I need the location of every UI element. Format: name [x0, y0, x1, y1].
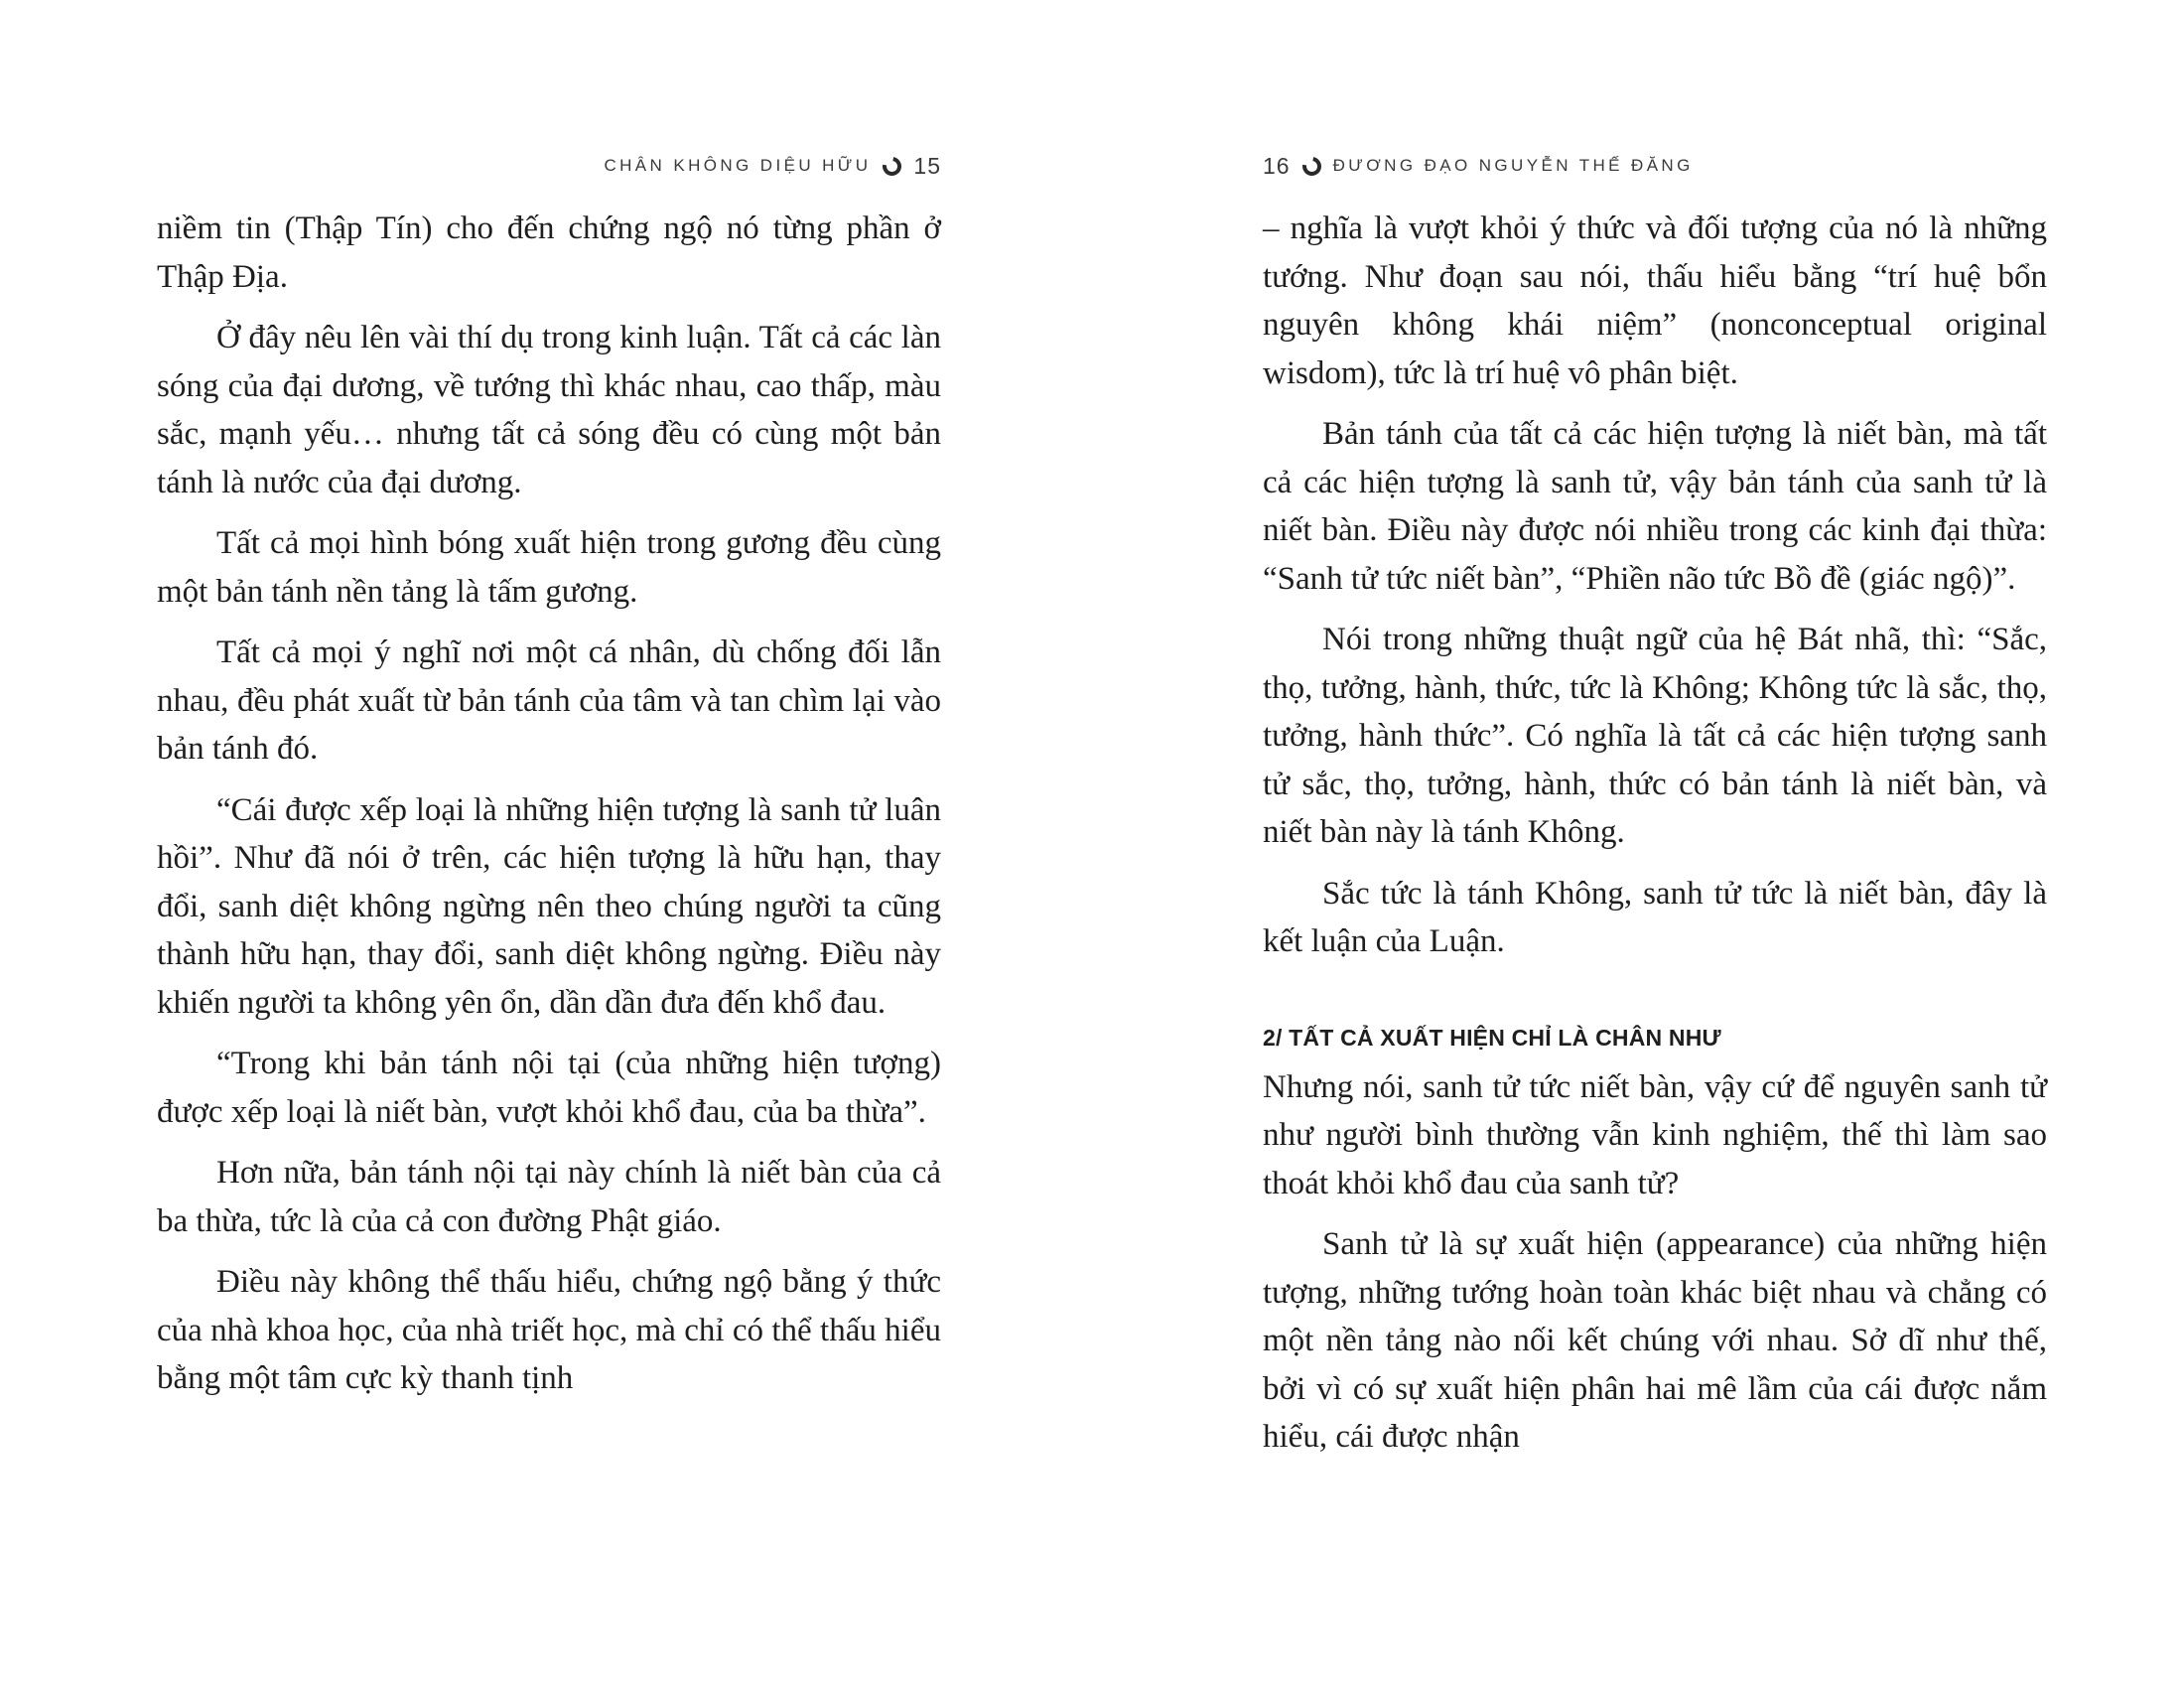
- paragraph: – nghĩa là vượt khỏi ý thức và đối tượng của nó là những tướng. Như đoạn sau nói, thấu hiểu bằng “trí huệ bổn nguyên không khái niệm” (nonconceptual original wisdom), tức là trí huệ vô phân biệt.: [1263, 211, 2047, 391]
- left-running-head-title: CHÂN KHÔNG DIỆU HỮU: [604, 156, 872, 175]
- paragraph: “Cái được xếp loại là những hiện tượng là sanh tử luân hồi”. Như đã nói ở trên, các hiện tượng là hữu hạn, thay đổi, sanh diệt không ngừng nên theo chúng người ta cũng thành hữu hạn, thay đổi, sanh diệt không ngừng. Điều này khiến người ta không yên ổn, dần dần đưa đến khổ đau.: [157, 791, 941, 1021]
- paragraph: “Trong khi bản tánh nội tại (của những hiện tượng) được xếp loại là niết bàn, vượt khỏi khổ đau, của ba thừa”.: [157, 1046, 941, 1130]
- left-page: [157, 0, 941, 1688]
- left-page-body: [157, 205, 941, 1416]
- left-page-number: 15: [913, 152, 941, 179]
- paragraph: Tất cả mọi hình bóng xuất hiện trong gương đều cùng một bản tánh nền tảng là tấm gương.: [157, 525, 941, 610]
- right-page-number: 16: [1263, 152, 1291, 179]
- paragraph: Ở đây nêu lên vài thí dụ trong kinh luận. Tất cả các làn sóng của đại dương, về tướng thì khác nhau, cao thấp, màu sắc, mạnh yếu… nhưng tất cả sóng đều có cùng một bản tánh là nước của đại dương.: [157, 320, 941, 500]
- paragraph: Sanh tử là sự xuất hiện (appearance) của những hiện tượng, những tướng hoàn toàn khác biệt nhau và chẳng có một nền tảng nào nối kết chúng với nhau. Sở dĩ như thế, bởi vì có sự xuất hiện phân hai mê lầm của cái được nắm hiểu, cái được nhận: [1263, 1226, 2047, 1455]
- paragraph: Nhưng nói, sanh tử tức niết bàn, vậy cứ để nguyên sanh tử như người bình thường vẫn kinh nghiệm, thế thì làm sao thoát khỏi khổ đau của sanh tử?: [1263, 1068, 2047, 1201]
- paragraph: Tất cả mọi ý nghĩ nơi một cá nhân, dù chống đối lẫn nhau, đều phát xuất từ bản tánh của tâm và tan chìm lại vào bản tánh đó.: [157, 634, 941, 767]
- right-page-body: [1263, 205, 2047, 1475]
- right-running-head: [1263, 149, 2047, 183]
- section-heading: 2/ TẤT CẢ XUẤT HIỆN CHỈ LÀ CHÂN NHƯ: [1263, 1024, 1721, 1051]
- paragraph: Hơn nữa, bản tánh nội tại này chính là niết bàn của cả ba thừa, tức là của cả con đường Phật giáo.: [157, 1155, 941, 1239]
- right-page: [1263, 0, 2047, 1688]
- left-running-head: [157, 149, 941, 183]
- paragraph: Điều này không thể thấu hiểu, chứng ngộ bằng ý thức của nhà khoa học, của nhà triết học, mà chỉ có thể thấu hiểu bằng một tâm cực kỳ thanh tịnh: [157, 1264, 941, 1396]
- paragraph: niềm tin (Thập Tín) cho đến chứng ngộ nó từng phần ở Thập Địa.: [157, 211, 941, 295]
- paragraph: Bản tánh của tất cả các hiện tượng là niết bàn, mà tất cả các hiện tượng là sanh tử, vậy bản tánh của sanh tử là niết bàn. Điều này được nói nhiều trong các kinh đại thừa: “Sanh tử tức niết bàn”, “Phiền não tức Bồ đề (giác ngộ)”.: [1263, 416, 2047, 597]
- circle-ornament-icon: [880, 153, 905, 179]
- circle-ornament-icon: [1298, 153, 1324, 179]
- right-running-head-title: ĐƯƠNG ĐẠO NGUYỄN THẾ ĐĂNG: [1332, 156, 1694, 175]
- paragraph: Sắc tức là tánh Không, sanh tử tức là niết bàn, đây là kết luận của Luận.: [1263, 875, 2047, 959]
- paragraph: Nói trong những thuật ngữ của hệ Bát nhã, thì: “Sắc, thọ, tưởng, hành, thức, tức là Không; Không tức là sắc, thọ, tưởng, hành thức”. Có nghĩa là tất cả các hiện tượng sanh tử sắc, thọ, tưởng, hành, thức có bản tánh là niết bàn, và niết bàn này là tánh Không.: [1263, 622, 2047, 850]
